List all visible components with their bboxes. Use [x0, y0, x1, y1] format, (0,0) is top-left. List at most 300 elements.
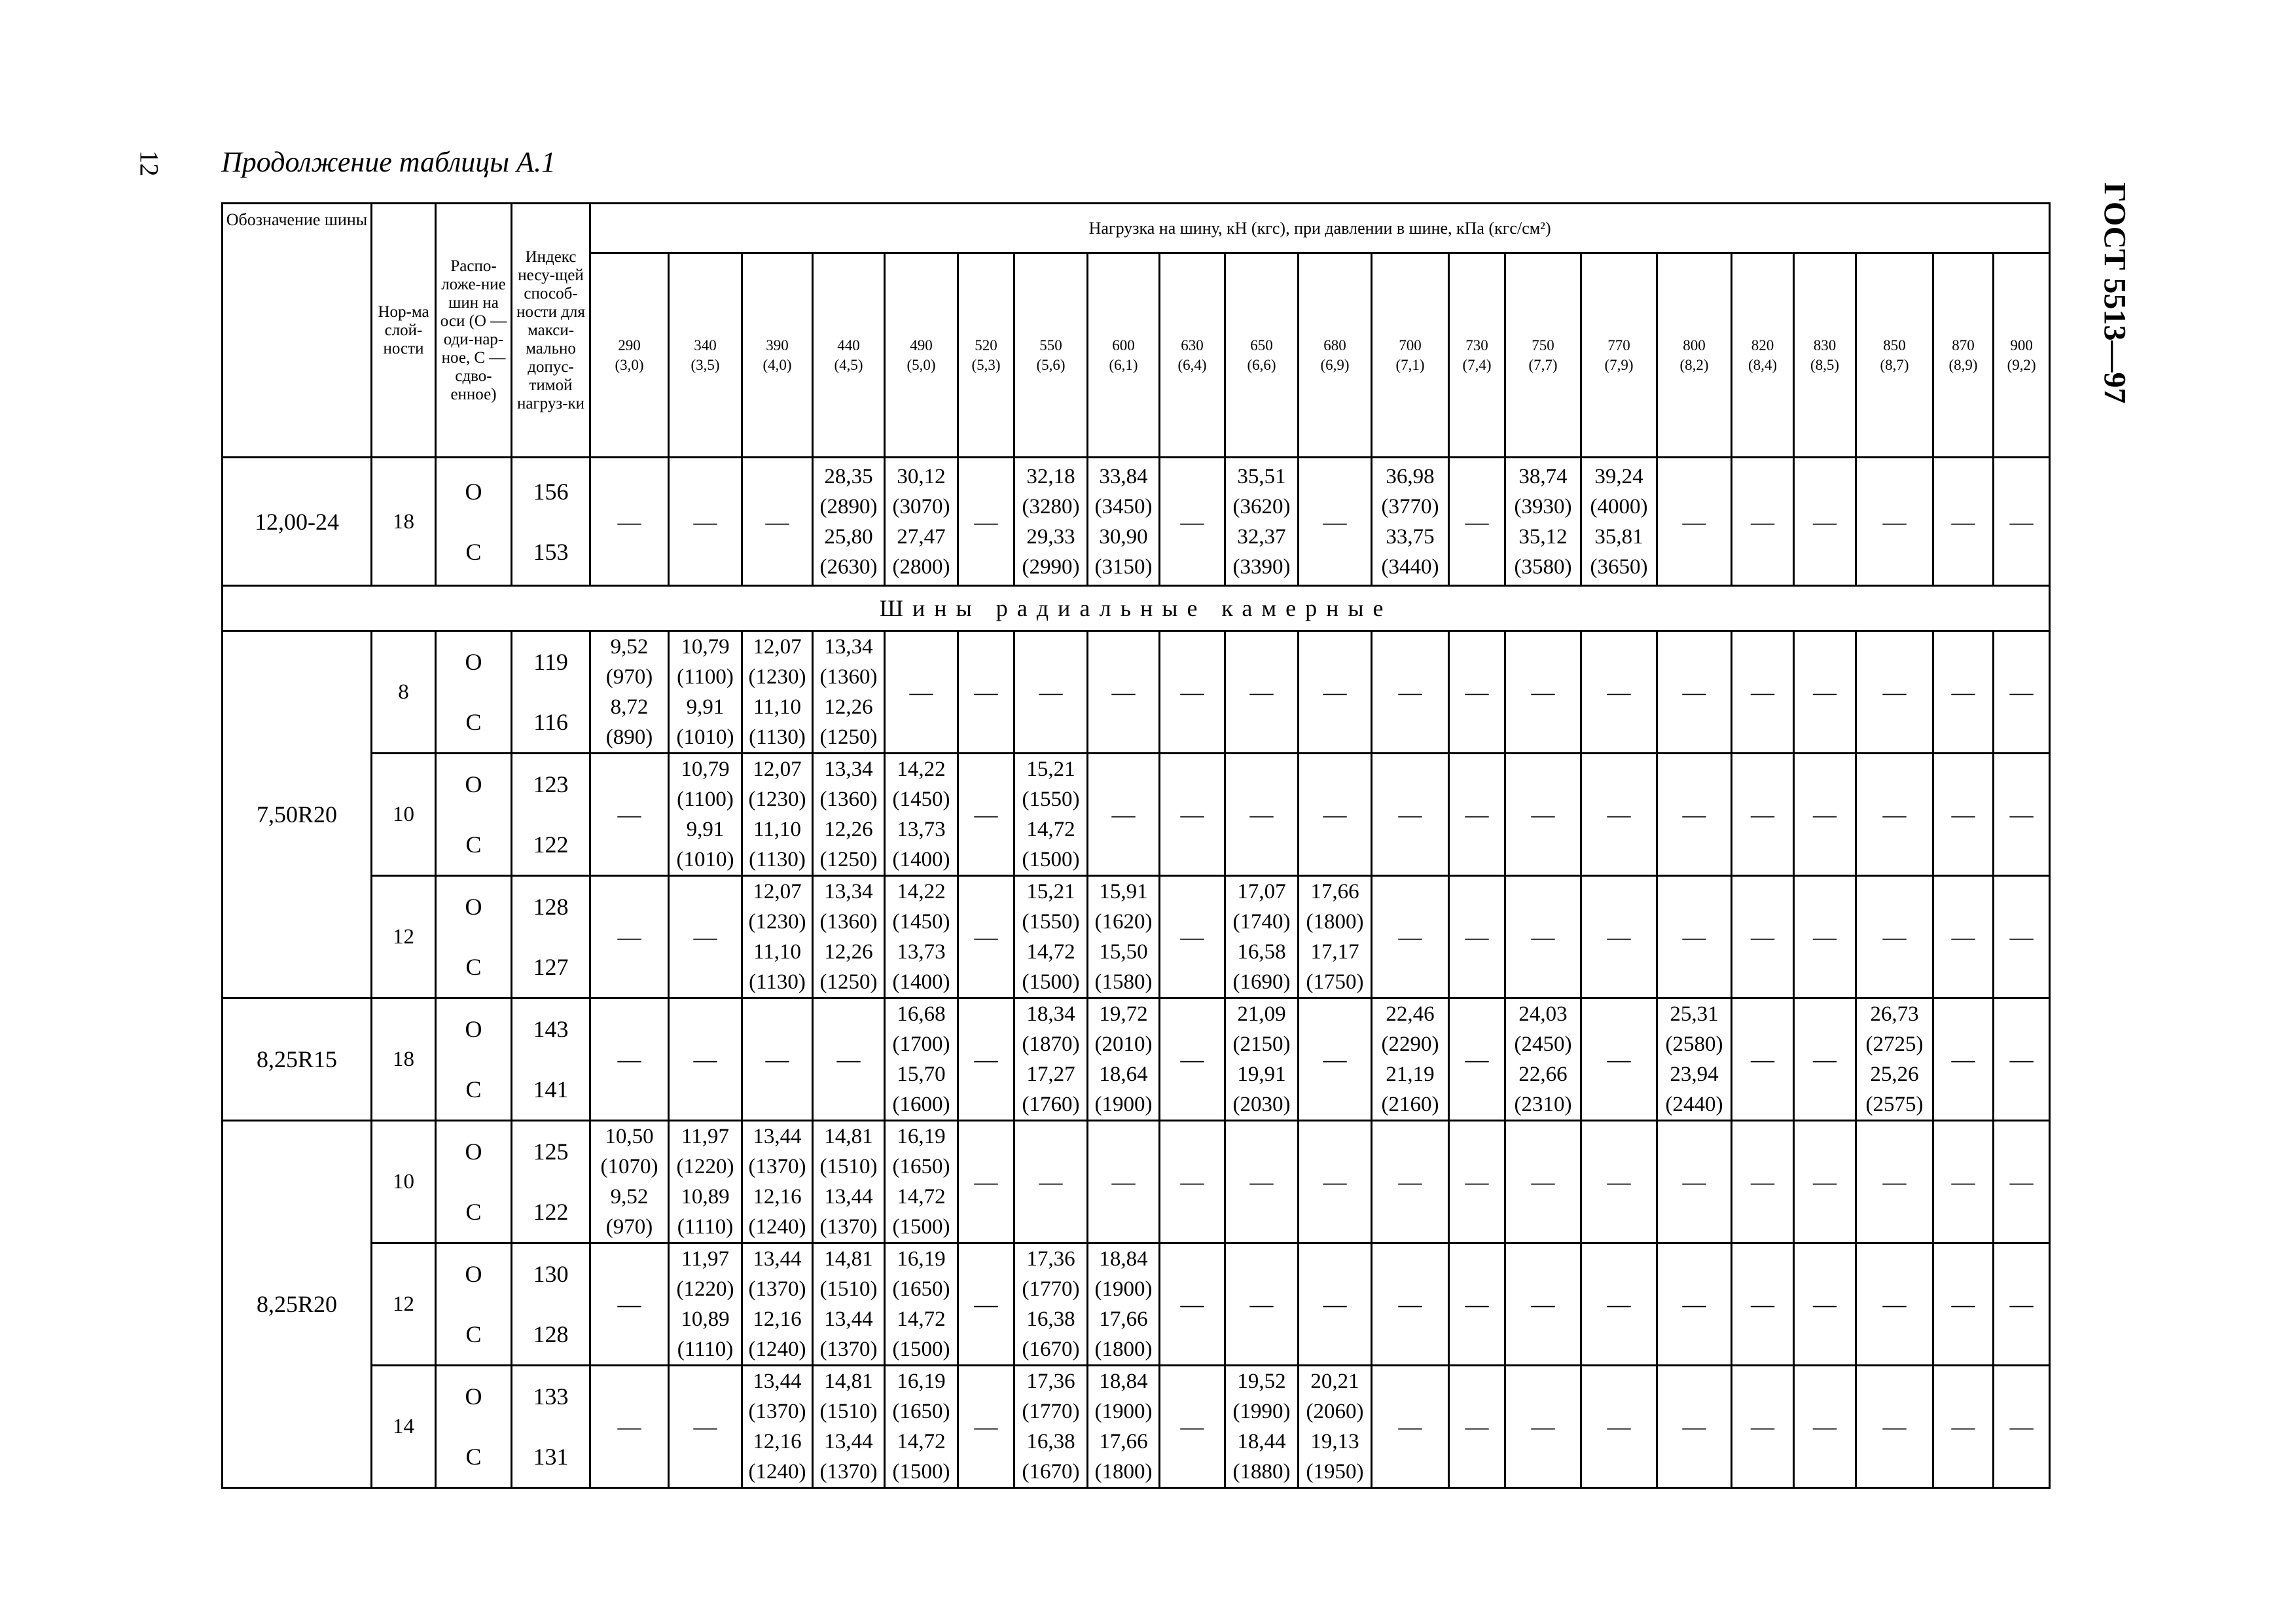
axle-position	[436, 1243, 512, 1366]
load-value: (1450)	[892, 910, 950, 934]
load-value: 22,66	[1518, 1063, 1568, 1086]
load-value: (2150)	[1232, 1032, 1291, 1056]
load-value: (1510)	[819, 1277, 878, 1301]
load-value: 15,21	[1026, 880, 1075, 903]
pressure-kpa: 680	[1323, 337, 1346, 354]
load-cell-empty: —	[1732, 458, 1794, 586]
load-cell	[742, 631, 813, 754]
load-cell	[885, 1366, 958, 1488]
load-value: 13,44	[753, 1370, 802, 1393]
load-value: 17,36	[1026, 1370, 1075, 1393]
axle-position	[436, 998, 512, 1121]
load-cell	[813, 876, 885, 998]
load-value: (1670)	[1022, 1460, 1080, 1484]
pressure-header	[1505, 253, 1581, 458]
load-cell-empty: —	[1933, 458, 1994, 586]
table-row	[223, 754, 2050, 876]
load-value: (1500)	[892, 1338, 950, 1361]
load-cell-empty: —	[1657, 1243, 1732, 1366]
load-value: 27,47	[897, 524, 946, 549]
load-index-single: 119	[533, 649, 568, 675]
pressure-kgf: (8,9)	[1948, 356, 1978, 373]
load-value: 30,12	[897, 464, 946, 488]
load-cell	[1088, 458, 1160, 586]
load-cell-empty: —	[1994, 631, 2050, 754]
load-cell-empty: —	[1657, 631, 1732, 754]
axle-position	[436, 631, 512, 754]
load-value: 15,21	[1026, 757, 1075, 781]
load-cell-empty: —	[1160, 631, 1225, 754]
load-cell-empty: —	[669, 458, 742, 586]
pressure-kpa: 340	[694, 337, 717, 354]
load-value: (970)	[605, 1215, 653, 1239]
load-value: (2290)	[1381, 1032, 1439, 1056]
load-cell-empty: —	[1505, 876, 1581, 998]
load-cell	[1088, 1243, 1160, 1366]
load-cell-empty: —	[590, 876, 669, 998]
pressure-kgf: (8,7)	[1880, 356, 1909, 373]
pressure-kgf: (5,3)	[971, 356, 1001, 373]
load-cell-empty: —	[1160, 998, 1225, 1121]
header-position: Распо-ложе-ние шин на оси (О — оди-нар-ное, С — сдво-енное)	[436, 204, 512, 458]
load-cell-empty: —	[1794, 1243, 1856, 1366]
load-value: 19,13	[1310, 1430, 1359, 1453]
load-value: 11,10	[753, 818, 802, 841]
load-cell	[1088, 1366, 1160, 1488]
load-cell-empty: —	[669, 1366, 742, 1488]
load-cell	[1014, 1243, 1088, 1366]
load-value: (1700)	[892, 1032, 950, 1056]
load-value: 18,34	[1026, 1002, 1075, 1026]
load-index-dual: 131	[533, 1444, 569, 1470]
pressure-kpa: 850	[1883, 337, 1906, 354]
load-cell	[1088, 998, 1160, 1121]
load-value: (1880)	[1232, 1460, 1291, 1484]
load-cell-empty: —	[590, 458, 669, 586]
pressure-kgf: (7,9)	[1604, 356, 1634, 373]
load-index-dual: 127	[533, 954, 569, 980]
pressure-kpa: 520	[975, 337, 997, 354]
load-index-single: 130	[533, 1261, 569, 1287]
load-value: 12,07	[753, 880, 802, 903]
load-value: 10,79	[681, 635, 730, 659]
pressure-header	[1088, 253, 1160, 458]
load-cell-empty: —	[958, 998, 1014, 1121]
load-cell-empty: —	[1505, 1243, 1581, 1366]
pressure-kgf: (3,0)	[615, 356, 644, 373]
load-cell-empty: —	[1449, 754, 1505, 876]
load-value: 13,73	[897, 818, 946, 841]
load-cell-empty: —	[1505, 754, 1581, 876]
load-cell-empty: —	[1449, 1366, 1505, 1488]
pressure-kgf: (3,5)	[691, 356, 720, 373]
load-value: 36,98	[1386, 464, 1435, 488]
load-cell-empty: —	[1933, 631, 1994, 754]
pressure-kgf: (9,2)	[2007, 356, 2036, 373]
load-cell-empty: —	[1581, 876, 1657, 998]
load-cell-empty: —	[1372, 1243, 1449, 1366]
load-value: (1130)	[749, 848, 806, 871]
load-value: 9,52	[610, 635, 649, 659]
load-value: 33,75	[1386, 524, 1435, 549]
load-cell-empty: —	[1372, 631, 1449, 754]
load-value: 13,44	[753, 1125, 802, 1148]
load-value: 25,26	[1870, 1063, 1919, 1086]
load-value: (2630)	[819, 555, 878, 579]
load-cell-empty: —	[1794, 1121, 1856, 1243]
load-cell-empty: —	[590, 998, 669, 1121]
load-value: (2440)	[1665, 1093, 1723, 1116]
position-dual: С	[465, 1199, 482, 1225]
load-cell	[1505, 998, 1581, 1121]
load-cell-empty: —	[590, 754, 669, 876]
load-value: 33,84	[1099, 464, 1148, 488]
load-value: 9,91	[686, 695, 725, 719]
load-value: 24,03	[1518, 1002, 1568, 1026]
pressure-kgf: (6,4)	[1177, 356, 1207, 373]
load-value: (1220)	[676, 1155, 734, 1178]
load-value: 14,22	[897, 880, 946, 903]
load-value: (3650)	[1590, 555, 1648, 579]
load-value: 35,51	[1237, 464, 1286, 488]
pressure-kpa: 820	[1751, 337, 1774, 354]
load-value: 16,38	[1026, 1307, 1075, 1331]
load-value: (3620)	[1232, 494, 1291, 519]
load-value: 12,26	[824, 695, 873, 719]
load-index-single: 156	[533, 478, 569, 505]
pressure-kgf: (6,6)	[1247, 356, 1276, 373]
header-index: Индекс несу-щей способ-ности для макси-мально допус-тимой нагруз-ки	[512, 204, 590, 458]
pressure-header	[885, 253, 958, 458]
load-value: (1400)	[892, 970, 950, 994]
position-single: О	[465, 649, 482, 675]
load-cell-empty: —	[1994, 754, 2050, 876]
load-cell-empty: —	[1994, 876, 2050, 998]
load-value: (2450)	[1514, 1032, 1572, 1056]
load-cell-empty: —	[1581, 631, 1657, 754]
pressure-header	[1225, 253, 1299, 458]
load-cell-empty: —	[1581, 1121, 1657, 1243]
pressure-kgf: (5,0)	[906, 356, 936, 373]
load-cell-empty: —	[1657, 1366, 1732, 1488]
load-value: (1070)	[600, 1155, 658, 1178]
table-row	[223, 1243, 2050, 1366]
load-value: 22,46	[1386, 1002, 1435, 1026]
load-index-single: 128	[533, 894, 569, 920]
load-value: 20,21	[1310, 1370, 1359, 1393]
load-value: 14,81	[824, 1370, 873, 1393]
load-cell-empty: —	[1449, 998, 1505, 1121]
pressure-kpa: 900	[2010, 337, 2033, 354]
pressure-header	[1581, 253, 1657, 458]
load-index	[512, 458, 590, 586]
load-cell	[1856, 998, 1933, 1121]
load-cell	[813, 458, 885, 586]
load-value: 9,91	[686, 818, 725, 841]
load-cell-empty: —	[1372, 876, 1449, 998]
load-value: (3150)	[1094, 555, 1153, 579]
load-cell-empty: —	[958, 754, 1014, 876]
load-value: 15,50	[1099, 940, 1148, 964]
load-value: 35,81	[1594, 524, 1643, 549]
load-value: (3280)	[1022, 494, 1080, 519]
load-index-dual: 141	[533, 1076, 569, 1103]
load-cell-empty: —	[1505, 631, 1581, 754]
load-value: (1650)	[892, 1400, 950, 1423]
load-cell-empty: —	[1299, 1121, 1372, 1243]
tire-designation: 12,00-24	[223, 458, 372, 586]
load-value: 14,81	[824, 1125, 873, 1148]
position-single: О	[465, 1016, 482, 1042]
load-value: (2310)	[1514, 1093, 1572, 1116]
load-value: (1360)	[819, 665, 878, 689]
load-cell-empty: —	[1505, 1366, 1581, 1488]
load-cell-empty: —	[1933, 876, 1994, 998]
load-value: (890)	[605, 725, 653, 749]
load-index	[512, 1121, 590, 1243]
load-index-dual: 122	[533, 1199, 569, 1225]
load-value: 12,16	[753, 1307, 802, 1331]
load-value: 17,27	[1026, 1063, 1075, 1086]
load-cell-empty: —	[742, 458, 813, 586]
load-value: 14,22	[897, 757, 946, 781]
load-cell-empty: —	[1299, 998, 1372, 1121]
table-body	[223, 458, 2050, 1488]
load-value: (1770)	[1022, 1277, 1080, 1301]
load-cell-empty: —	[1449, 458, 1505, 586]
pressure-header	[1933, 253, 1994, 458]
load-cell	[1299, 1366, 1372, 1488]
load-value: (1130)	[749, 970, 806, 994]
load-value: (3770)	[1381, 494, 1439, 519]
load-value: (1650)	[892, 1155, 950, 1178]
pressure-header	[742, 253, 813, 458]
load-cell	[1014, 876, 1088, 998]
header-designation: Обозначение шины	[223, 204, 372, 458]
load-cell	[1225, 998, 1299, 1121]
load-value: 17,36	[1026, 1247, 1075, 1271]
load-cell-empty: —	[958, 458, 1014, 586]
load-value: 18,64	[1099, 1063, 1148, 1086]
position-single: О	[465, 1261, 482, 1287]
load-cell-empty: —	[1505, 1121, 1581, 1243]
load-value: 9,52	[610, 1185, 649, 1209]
load-value: 13,73	[897, 940, 946, 964]
pressure-kpa: 800	[1683, 337, 1706, 354]
table-row	[223, 631, 2050, 754]
pressure-kpa: 830	[1813, 337, 1837, 354]
pressure-header	[669, 253, 742, 458]
load-value: 12,26	[824, 818, 873, 841]
axle-position	[436, 876, 512, 998]
pressure-kpa: 650	[1250, 337, 1273, 354]
load-value: (1500)	[892, 1460, 950, 1484]
pressure-kgf: (8,2)	[1679, 356, 1709, 373]
load-cell	[1225, 458, 1299, 586]
load-value: (1800)	[1094, 1460, 1153, 1484]
position-single: О	[465, 1139, 482, 1165]
pressure-kpa: 290	[618, 337, 641, 354]
load-cell-empty: —	[1732, 876, 1794, 998]
load-value: 13,34	[824, 880, 873, 903]
load-value: 16,68	[897, 1002, 946, 1026]
load-value: (1510)	[819, 1400, 878, 1423]
load-value: (2800)	[892, 555, 950, 579]
load-value: 18,84	[1099, 1247, 1148, 1271]
load-index-dual: 153	[533, 538, 569, 565]
load-value: (2890)	[819, 494, 878, 519]
load-value: (1740)	[1232, 910, 1291, 934]
pressure-kpa: 870	[1952, 337, 1975, 354]
load-cell	[885, 1121, 958, 1243]
load-value: (2160)	[1381, 1093, 1439, 1116]
load-cell-empty: —	[1933, 998, 1994, 1121]
load-value: (1240)	[748, 1215, 806, 1239]
load-value: (1250)	[819, 970, 878, 994]
pressure-kgf: (4,5)	[834, 356, 863, 373]
load-value: 17,17	[1310, 940, 1359, 964]
load-value: (1100)	[677, 665, 734, 689]
load-cell-empty: —	[669, 876, 742, 998]
load-cell	[669, 1243, 742, 1366]
section-row	[223, 586, 2050, 631]
page-number: 12	[134, 150, 164, 177]
load-cell-empty: —	[1160, 876, 1225, 998]
load-value: (1230)	[748, 910, 806, 934]
load-cell-empty: —	[1994, 1243, 2050, 1366]
load-cell	[813, 1243, 885, 1366]
load-value: (1110)	[677, 1215, 734, 1239]
load-value: (1370)	[748, 1400, 806, 1423]
load-index	[512, 876, 590, 998]
load-index	[512, 754, 590, 876]
load-cell-empty: —	[1581, 1243, 1657, 1366]
load-value: 16,58	[1237, 940, 1286, 964]
pressure-kgf: (7,4)	[1462, 356, 1492, 373]
axle-position	[436, 1121, 512, 1243]
load-value: 14,72	[1026, 940, 1075, 964]
load-value: (2580)	[1665, 1032, 1723, 1056]
load-value: 14,72	[897, 1307, 946, 1331]
pressure-header	[1299, 253, 1372, 458]
pressure-kpa: 490	[910, 337, 933, 354]
load-value: (1250)	[819, 725, 878, 749]
load-cell-empty: —	[1225, 1121, 1299, 1243]
load-cell-empty: —	[1581, 754, 1657, 876]
load-cell-empty: —	[1160, 1243, 1225, 1366]
load-value: (1230)	[748, 788, 806, 811]
load-value: 12,26	[824, 940, 873, 964]
load-cell-empty: —	[1449, 1121, 1505, 1243]
load-value: (3580)	[1514, 555, 1572, 579]
pressure-kgf: (7,7)	[1528, 356, 1558, 373]
header-ply: Нор-ма слой-ности	[372, 204, 436, 458]
load-value: 10,89	[681, 1307, 730, 1331]
load-cell-empty: —	[1160, 458, 1225, 586]
load-cell	[1088, 876, 1160, 998]
load-cell	[1014, 1366, 1088, 1488]
load-cell-empty: —	[1732, 1366, 1794, 1488]
pressure-header	[1732, 253, 1794, 458]
load-cell-empty: —	[1933, 1121, 1994, 1243]
pressure-kpa: 550	[1039, 337, 1062, 354]
load-cell-empty: —	[1856, 1243, 1933, 1366]
load-value: (1770)	[1022, 1400, 1080, 1423]
load-value: (1750)	[1306, 970, 1364, 994]
pressure-header	[590, 253, 669, 458]
load-cell	[742, 754, 813, 876]
load-value: 16,19	[897, 1247, 946, 1271]
load-value: (3390)	[1232, 555, 1291, 579]
load-value: 30,90	[1099, 524, 1148, 549]
load-cell-empty: —	[1732, 998, 1794, 1121]
position-dual: С	[465, 709, 482, 735]
load-value: 14,81	[824, 1247, 873, 1271]
load-value: 16,38	[1026, 1430, 1075, 1453]
load-value: (1370)	[819, 1338, 878, 1361]
load-cell-empty: —	[1372, 1121, 1449, 1243]
load-cell-empty: —	[1856, 458, 1933, 586]
load-value: (1130)	[749, 725, 806, 749]
load-cell	[813, 754, 885, 876]
load-cell	[742, 876, 813, 998]
load-cell-empty: —	[1225, 631, 1299, 754]
load-value: 35,12	[1518, 524, 1568, 549]
load-value: (1400)	[892, 848, 950, 871]
load-value: 17,66	[1099, 1307, 1148, 1331]
pressure-header	[1449, 253, 1505, 458]
load-value: 12,16	[753, 1430, 802, 1453]
pressure-kgf: (6,9)	[1320, 356, 1350, 373]
load-cell	[1225, 876, 1299, 998]
load-value: (1870)	[1022, 1032, 1080, 1056]
position-dual: С	[465, 1076, 482, 1103]
load-value: 17,07	[1237, 880, 1286, 903]
load-value: (1550)	[1022, 788, 1080, 811]
load-value: (2575)	[1865, 1093, 1924, 1116]
pressure-kpa: 600	[1112, 337, 1135, 354]
pressure-header	[1160, 253, 1225, 458]
load-cell-empty: —	[1794, 1366, 1856, 1488]
load-value: (1370)	[748, 1277, 806, 1301]
position-dual: С	[465, 538, 482, 565]
load-value: 12,07	[753, 757, 802, 781]
tire-designation: 8,25R20	[223, 1121, 372, 1488]
document-code: ГОСТ 5513—97	[2097, 182, 2132, 404]
load-cell-empty: —	[1299, 631, 1372, 754]
pressure-kpa: 440	[837, 337, 860, 354]
tire-designation: 8,25R15	[223, 998, 372, 1121]
load-value: (1450)	[892, 788, 950, 811]
load-index-single: 123	[533, 771, 569, 797]
load-value: 25,80	[824, 524, 873, 549]
load-cell	[742, 1121, 813, 1243]
load-value: (1670)	[1022, 1338, 1080, 1361]
load-cell-empty: —	[1856, 876, 1933, 998]
load-cell-empty: —	[1449, 876, 1505, 998]
load-value: 16,19	[897, 1370, 946, 1393]
load-value: (3070)	[892, 494, 950, 519]
load-cell	[885, 998, 958, 1121]
load-cell-empty: —	[1657, 876, 1732, 998]
pressure-kgf: (8,4)	[1748, 356, 1778, 373]
load-value: 13,44	[753, 1247, 802, 1271]
load-cell-empty: —	[1088, 754, 1160, 876]
load-value: (3440)	[1381, 555, 1439, 579]
load-cell	[1014, 754, 1088, 876]
load-cell-empty: —	[1994, 1366, 2050, 1488]
load-value: 18,44	[1237, 1430, 1286, 1453]
